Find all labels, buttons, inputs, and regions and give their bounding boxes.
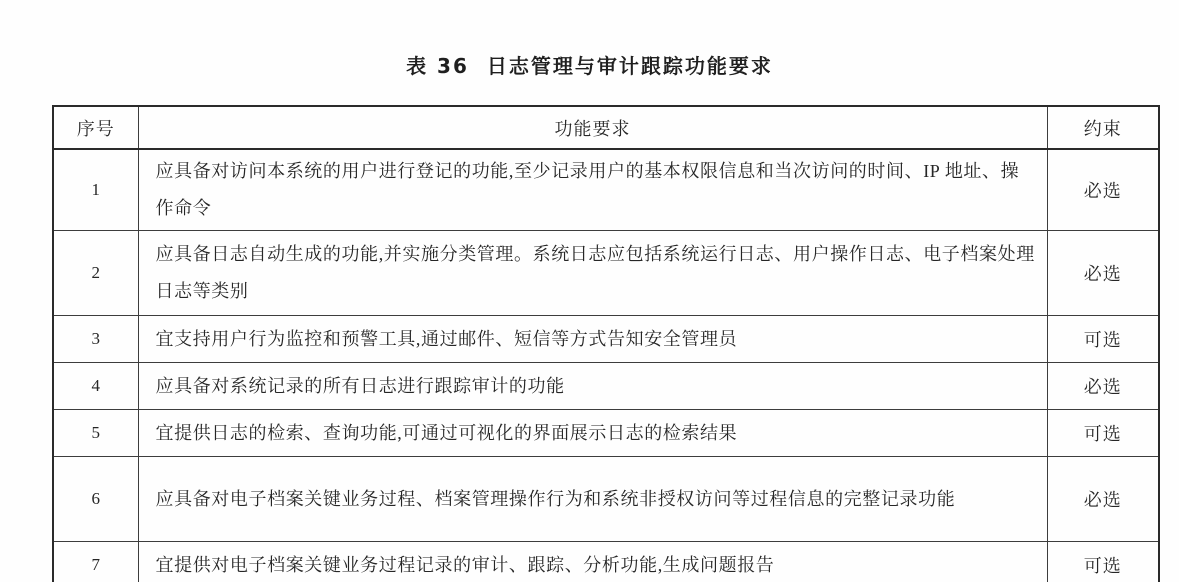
constraint-value: 必选 (1047, 457, 1159, 542)
table-caption-text: 日志管理与审计跟踪功能要求 (486, 54, 773, 78)
table-caption-number: 表 36 (406, 54, 469, 78)
row-number: 6 (53, 457, 138, 542)
table-row (53, 410, 1159, 457)
column-header-constraint: 约束 (1047, 106, 1159, 149)
requirement-text: 应具备对电子档案关键业务过程、档案管理操作行为和系统非授权访问等过程信息的完整记录功能 (138, 457, 1047, 542)
row-number: 4 (53, 363, 138, 410)
constraint-value: 必选 (1047, 149, 1159, 231)
requirement-text: 应具备日志自动生成的功能,并实施分类管理。系统日志应包括系统运行日志、用户操作日志、电子档案处理日志等类别 (138, 231, 1047, 316)
row-number: 7 (53, 542, 138, 582)
table-row (53, 231, 1159, 316)
requirement-text: 宜提供日志的检索、查询功能,可通过可视化的界面展示日志的检索结果 (138, 410, 1047, 457)
table-row (53, 316, 1159, 363)
constraint-value: 可选 (1047, 316, 1159, 363)
constraint-value: 可选 (1047, 410, 1159, 457)
column-header-no: 序号 (53, 106, 138, 149)
constraint-value: 必选 (1047, 363, 1159, 410)
constraint-value: 必选 (1047, 231, 1159, 316)
table-row (53, 542, 1159, 582)
requirement-text: 应具备对系统记录的所有日志进行跟踪审计的功能 (138, 363, 1047, 410)
requirement-text: 宜提供对电子档案关键业务过程记录的审计、跟踪、分析功能,生成问题报告 (138, 542, 1047, 582)
requirement-text: 宜支持用户行为监控和预警工具,通过邮件、短信等方式告知安全管理员 (138, 316, 1047, 363)
table-caption (0, 0, 1179, 79)
column-header-requirement: 功能要求 (138, 106, 1047, 149)
table-row (53, 457, 1159, 542)
constraint-value: 可选 (1047, 542, 1159, 582)
row-number: 3 (53, 316, 138, 363)
table-row (53, 363, 1159, 410)
requirements-table (52, 105, 1160, 582)
requirement-text: 应具备对访问本系统的用户进行登记的功能,至少记录用户的基本权限信息和当次访问的时间、IP 地址、操作命令 (138, 149, 1047, 231)
table-header-row (53, 106, 1159, 149)
table-row (53, 149, 1159, 231)
row-number: 1 (53, 149, 138, 231)
row-number: 2 (53, 231, 138, 316)
row-number: 5 (53, 410, 138, 457)
